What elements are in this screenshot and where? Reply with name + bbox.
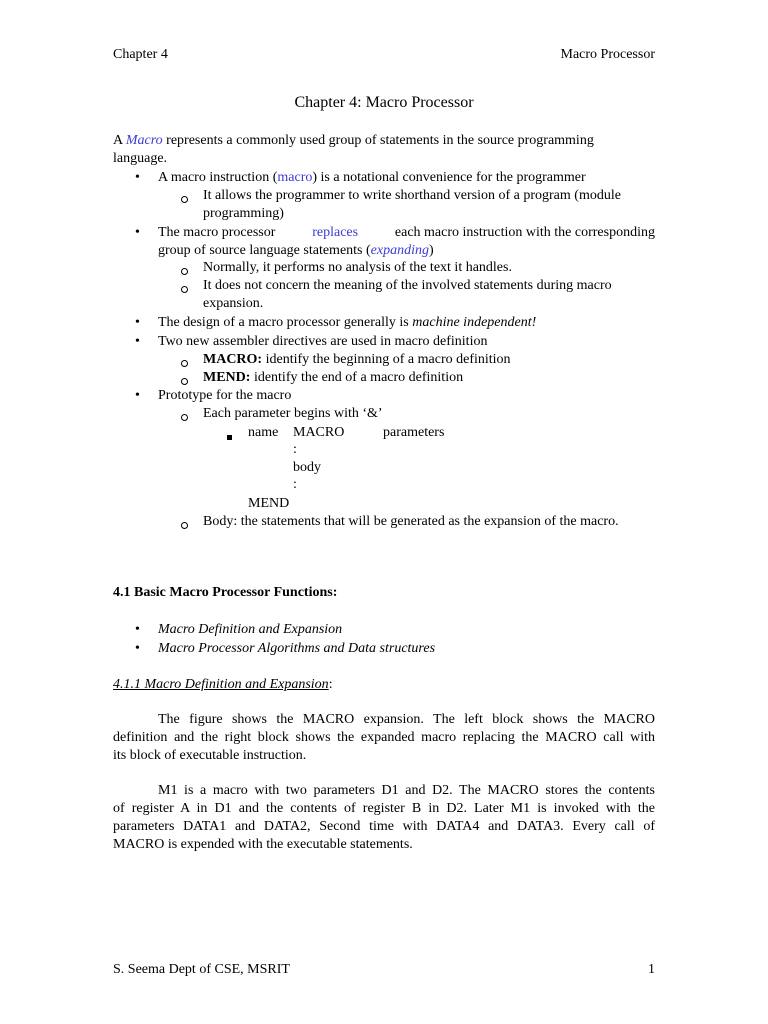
intro-line-1: [113, 132, 655, 150]
bullet-2-post: each macro instruction with the corresponding: [394, 225, 655, 240]
para-2-line-1: [158, 782, 655, 800]
chapter-title: Chapter 4: Macro Processor: [294, 94, 474, 111]
bullet-5-sub-2: Body: the statements that will be generated as the expansion of the macro.: [203, 514, 619, 529]
macro-directive-desc: identify the beginning of a macro definition: [262, 352, 511, 367]
bullet-3-emphasis: machine independent!: [412, 315, 537, 330]
prototype-colon-1: :: [293, 442, 297, 457]
bullet-1-sub-1-line-2: programming): [203, 206, 284, 221]
bullet-4-sub-1: [203, 351, 511, 369]
bullet-2-replaces-term: replaces: [312, 225, 359, 240]
section-4-1-heading: 4.1 Basic Macro Processor Functions:: [113, 585, 338, 600]
bullet-1-macro-term: macro: [277, 170, 313, 185]
mend-directive-label: MEND:: [203, 370, 251, 385]
bullet-4-text: Two new assembler directives are used in macro definition: [158, 334, 488, 349]
intro-macro-term: Macro: [125, 133, 163, 148]
para-2-line-2-text: of register A in D1 and the contents of register B in D2. Later M1 is invoked with the: [113, 801, 655, 816]
bullet-2-line-2-post: ): [428, 243, 434, 258]
circle-marker: [181, 191, 188, 209]
para-2-line-4: MACRO is expended with the executable statements.: [113, 837, 413, 852]
para-2-line-1-text: M1 is a macro with two parameters D1 and D2. The MACRO stores the contents: [158, 783, 655, 798]
bullet-1-pre: A macro instruction (: [158, 170, 278, 185]
section-4-1-1-colon: :: [328, 677, 333, 692]
bullet-4-sub-2: [203, 369, 463, 387]
bullet-marker: [135, 224, 140, 242]
bullet-5-sub-1: Each parameter begins with ‘&’: [203, 406, 383, 421]
para-1-line-2: [113, 729, 655, 747]
macro-directive-label: MACRO:: [203, 352, 263, 367]
prototype-name: name: [248, 425, 279, 440]
bullet-marker: [135, 314, 140, 332]
para-1-line-1: [158, 711, 655, 729]
prototype-colon-2: :: [293, 477, 297, 492]
footer-author: S. Seema Dept of CSE, MSRIT: [113, 962, 290, 977]
bullet-1-text: [158, 169, 586, 187]
bullet-1-post: ) is a notational convenience for the programmer: [312, 170, 586, 185]
running-header-left: Chapter 4: [113, 47, 168, 62]
bullet-2-expanding-term: expanding: [370, 243, 429, 258]
prototype-body: body: [293, 460, 321, 475]
prototype-macro: MACRO: [293, 425, 345, 440]
mend-directive-desc: identify the end of a macro definition: [250, 370, 464, 385]
bullet-2-sub-2-line-1: It does not concern the meaning of the involved statements during macro: [203, 278, 612, 293]
bullet-2-sub-2-line-2: expansion.: [203, 296, 264, 311]
bullet-marker: [135, 169, 140, 187]
intro-rest: represents a commonly used group of statements in the source programming: [162, 133, 594, 148]
circle-marker: [181, 263, 188, 281]
para-2-line-2: [113, 800, 655, 818]
intro-a: A: [113, 133, 126, 148]
bullet-1-sub-1-line-1: It allows the programmer to write shorthand version of a program (module: [203, 188, 621, 203]
para-2-line-3: [113, 818, 655, 836]
bullet-marker: [135, 387, 140, 405]
square-marker: [227, 428, 232, 446]
bullet-2-line-2-pre: group of source language statements (: [158, 243, 371, 258]
bullet-2-line-1: [158, 224, 655, 242]
page-number: 1: [648, 962, 655, 977]
para-1-line-3: its block of executable instruction.: [113, 748, 307, 763]
bullet-marker: [135, 621, 140, 639]
circle-marker: [181, 517, 188, 535]
bullet-3-text: [158, 314, 536, 332]
prototype-parameters: parameters: [383, 425, 445, 440]
bullet-2-pre: The macro processor: [158, 225, 276, 240]
circle-marker: [181, 281, 188, 299]
running-header-right: Macro Processor: [560, 47, 655, 62]
bullet-5-text: Prototype for the macro: [158, 388, 292, 403]
prototype-mend: MEND: [248, 496, 290, 511]
bullet-marker: [135, 640, 140, 658]
bullet-3-pre: The design of a macro processor generally is: [158, 315, 413, 330]
circle-marker: [181, 409, 188, 427]
section-4-1-item-1: Macro Definition and Expansion: [158, 622, 343, 637]
para-2-line-3-text: parameters DATA1 and DATA2, Second time with DATA4 and DATA3. Every call of: [113, 819, 655, 834]
section-4-1-1-heading: [113, 676, 333, 694]
para-1-line-2-text: definition and the right block shows the expanded macro replacing the MACRO call with: [113, 730, 655, 745]
circle-marker: [181, 355, 188, 373]
bullet-2-line-2: [158, 242, 434, 260]
section-4-1-1-title: 4.1.1 Macro Definition and Expansion: [113, 677, 329, 692]
bullet-2-sub-1: Normally, it performs no analysis of the text it handles.: [203, 260, 512, 275]
para-1-line-1-text: The figure shows the MACRO expansion. The left block shows the MACRO: [158, 712, 655, 727]
section-4-1-item-2: Macro Processor Algorithms and Data structures: [158, 641, 436, 656]
intro-line-2: language.: [113, 151, 168, 166]
bullet-marker: [135, 333, 140, 351]
